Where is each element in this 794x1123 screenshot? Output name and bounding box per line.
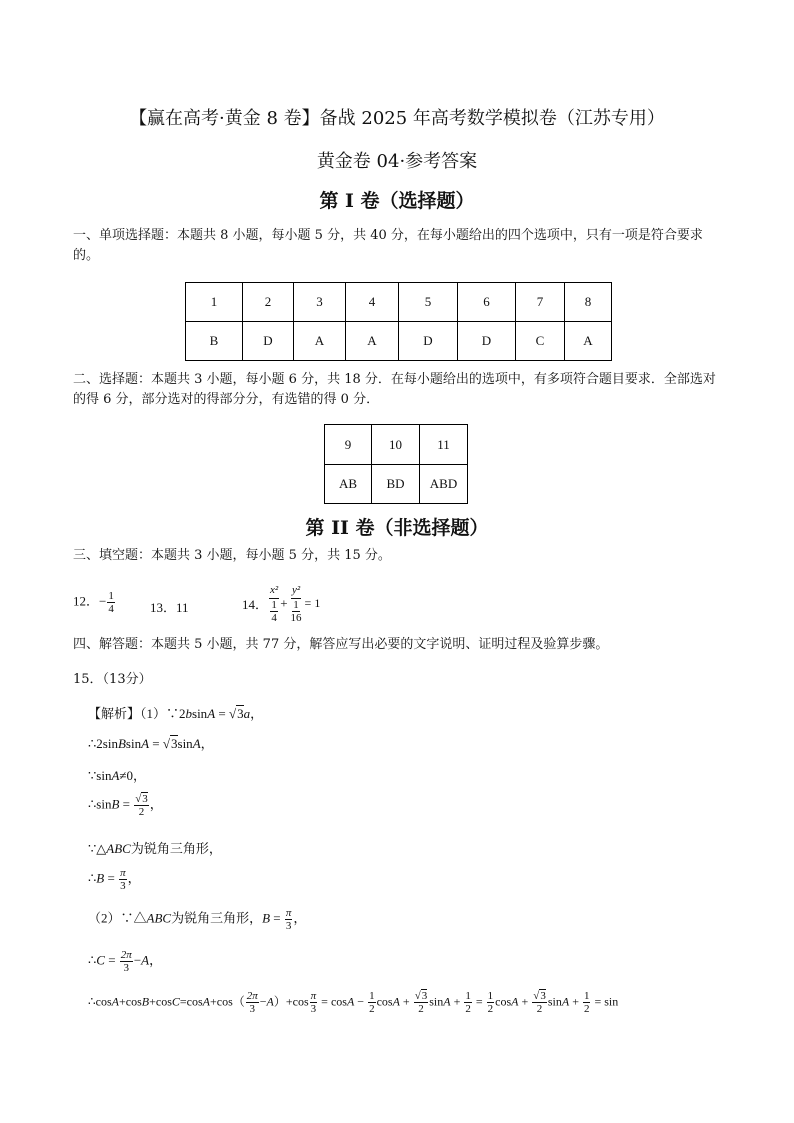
answer-cell: A	[565, 322, 612, 361]
answer-table-multi-choice	[324, 424, 468, 504]
question-15-label: 15．（13分）	[73, 672, 152, 687]
question-number-cell: 3	[294, 283, 346, 322]
fraction: $\frac{\pi}{3}$	[310, 990, 317, 1015]
fraction: $\frac{\pi}{3}$	[120, 867, 126, 892]
question-number-cell: 11	[420, 425, 468, 465]
question-number-cell: 4	[346, 283, 399, 322]
answer-cell: B	[186, 322, 243, 361]
answer-cell: D	[399, 322, 458, 361]
answer-cell: D	[458, 322, 516, 361]
fraction: $\frac{1}{2}$	[487, 990, 494, 1015]
answer-cell: A	[346, 322, 399, 361]
fraction: $\frac{√3}{2}$	[135, 793, 148, 818]
fraction: $\frac{√3}{2}$	[414, 990, 428, 1015]
question-number-cell: 9	[325, 425, 372, 465]
section1-text: 一、单项选择题：本题共 8 小题，每小题 5 分，共 40 分，在每小题给出的四个选项中，只有一项是符合要求的。	[73, 228, 703, 263]
section3-text: 三、填空题：本题共 3 小题，每小题 5 分，共 15 分。	[73, 548, 391, 563]
document-subtitle: 黄金卷 04·参考答案	[316, 151, 478, 172]
solution-line-4: ∴sinB = $\frac{√3}{2}$ ，	[88, 793, 163, 818]
solution-line-1: 【解析】（1）∵2bsinA = √3a，	[88, 706, 264, 721]
solution-line-7: （2）∵△ABC为锐角三角形，B = $\frac{\pi}{3}$ ，	[88, 907, 307, 932]
answer-13: 13．11	[150, 600, 189, 615]
question-number-cell: 7	[516, 283, 565, 322]
fraction: $\frac{1}{2}$	[369, 990, 375, 1015]
section2-text: 二、选择题：本题共 3 小题，每小题 6 分，共 18 分．在每小题给出的选项中，有多项符合题目要求．全部选对的得 6 分，部分选对的得部分分，有选错的得 0 分．	[73, 372, 716, 407]
solution-line-5: ∵△ABC为锐角三角形，	[88, 841, 222, 856]
section4-text: 四、解答题：本题共 5 小题，共 77 分，解答应写出必要的文字说明、证明过程及验算步骤。	[73, 637, 609, 652]
fraction: $\frac{\text{y²}}{\frac{1}{16}}$	[290, 584, 302, 624]
question-number-cell: 2	[243, 283, 294, 322]
fraction: $\frac{√3}{2}$	[533, 990, 546, 1015]
solution-line-3: ∵sinA≠0，	[88, 768, 147, 783]
fraction: $\frac{2\pi}{3}$	[120, 949, 132, 974]
answer-cell: C	[516, 322, 565, 361]
answer-12	[73, 590, 116, 615]
solution-line-8: ∴C = $\frac{2\pi}{3}$ −A，	[88, 949, 163, 974]
question-number-cell: 1	[186, 283, 243, 322]
question-number-cell: 6	[458, 283, 516, 322]
fraction: $\frac{\pi}{3}$	[285, 907, 292, 932]
answer-cell: ABD	[420, 465, 468, 504]
fraction: $\frac{2\pi}{3}$	[246, 990, 258, 1015]
part2-heading: 第 II 卷（非选择题）	[305, 517, 489, 539]
question-number-cell: 5	[399, 283, 458, 322]
fraction: $\frac{\text{x²}}{\frac{1}{4}}$	[270, 584, 279, 624]
answer-cell: AB	[325, 465, 372, 504]
document-title: 【赢在高考·黄金 8 卷】备战 2025 年高考数学模拟卷（江苏专用）	[129, 108, 665, 129]
section1-instructions	[73, 226, 723, 266]
q12-label: 12．−	[73, 593, 107, 609]
question-number-cell: 8	[565, 283, 612, 322]
part1-heading: 第 I 卷（选择题）	[319, 190, 475, 212]
fraction: $\frac{1}{2}$	[465, 990, 471, 1015]
answer-cell: A	[294, 322, 346, 361]
answer-cell: BD	[372, 465, 420, 504]
fraction: $\frac{1}{4}$	[108, 590, 114, 615]
solution-line-6: ∴B = $\frac{\pi}{3}$ ，	[88, 867, 141, 892]
answer-cell: D	[243, 322, 294, 361]
answer-table-single-choice	[185, 282, 612, 361]
fraction: $\frac{1}{2}$	[583, 990, 590, 1015]
answer-14: 14． $\frac{\text{x²}}{\frac{1}{4}}$ + $\frac{\text{y²}}{\frac{1}{16}}$ = 1	[242, 584, 321, 624]
question-number-cell: 10	[372, 425, 420, 465]
solution-line-9: ∴cosA+cosB+cosC=cosA+cos（ $\frac{2\pi}{3}$ −A）+cos $\frac{\pi}{3}$ = cosA − $\frac{1}{2}$ cosA + $\frac{√3}{2}$ sinA + $\frac{1}{2}$ = $\frac{1}{2}$ cosA + $\frac{√3}{2}$ sinA + $\frac{1}{2}$ = sin	[88, 990, 619, 1015]
solution-line-2: ∴2sinBsinA = √3sinA，	[88, 736, 214, 751]
section2-instructions	[73, 370, 723, 410]
